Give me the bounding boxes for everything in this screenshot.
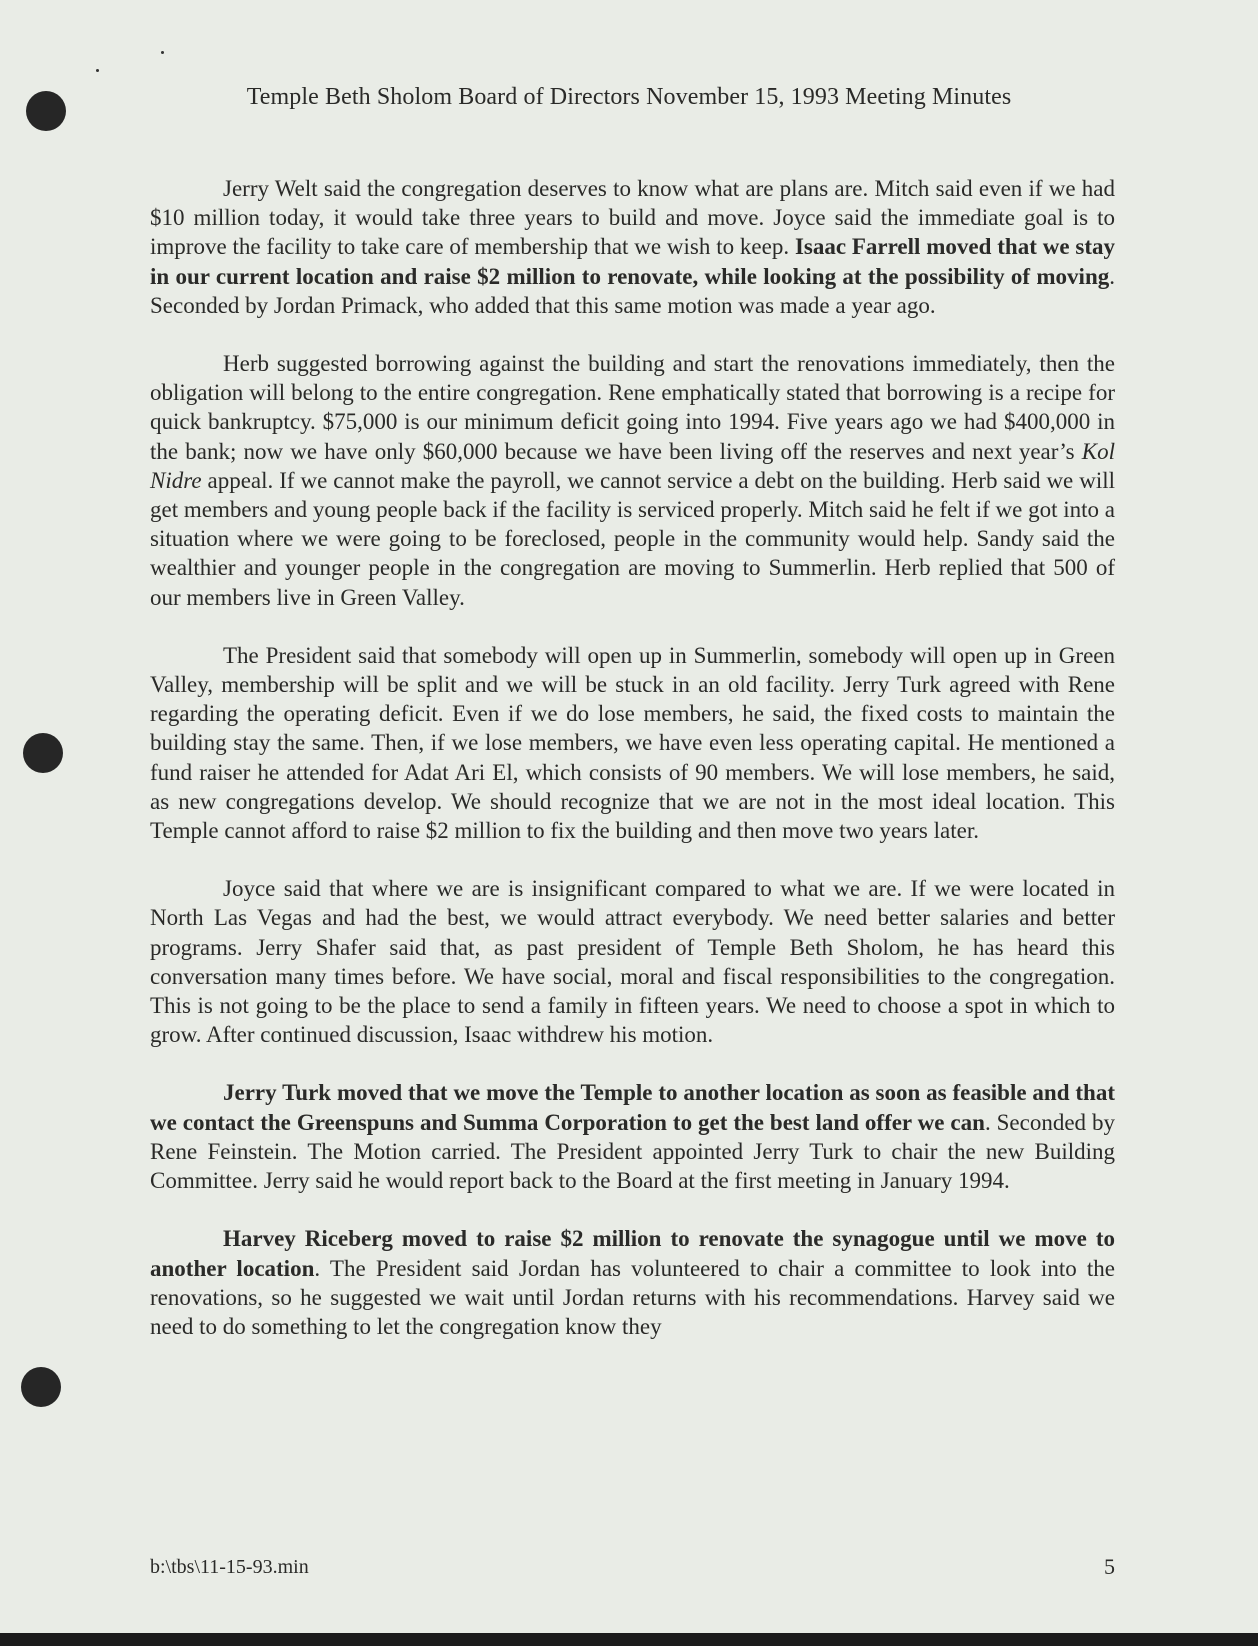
motion-text: Jerry Turk moved that we move the Temple to another location as soon as feasible and that we contact the Greenspuns and Summa Corporation to get the best land offer we can [150, 1080, 1115, 1135]
paragraph-borrowing [150, 349, 1115, 612]
paragraph-joyce: Joyce said that where we are is insignificant compared to what we are. If we were located in North Las Vegas and had the best, we would attract everybody. We need better salaries and better programs. Jerry Shafer said that, as past president of Temple Beth Sholom, he has heard this conversation many times before. We have social, moral and fiscal responsibilities to the congregation. This is not going to be the place to send a family in fifteen years. We need to choose a spot in which to grow. After continued discussion, Isaac withdrew his motion. [150, 876, 1115, 1048]
paragraph-text: . The President said Jordan has volunteered to chair a committee to look into the renovations, so he suggested we wait until Jordan returns with his recommendations. Harvey said we need to do something to let the congregation know they [150, 1255, 1115, 1339]
paragraph-text: Jerry Welt said the congregation deserves to know what are plans are. Mitch said even if we had $10 million today, it would take three years to build and move. Joyce said the immediate goal is to improve the facility to take care of membership that we wish to keep. [150, 176, 1115, 260]
paragraph-text: appeal. If we cannot make the payroll, we cannot service a debt on the building. Herb said we will get members and young people back if the facility is serviced properly. Mitch said he felt if we got into a situation where we were going to be foreclosed, people in the community would help. Sandy said the wealthier and younger people in the congregation are moving to Summerlin. Herb replied that 500 of our members live in Green Valley. [150, 467, 1115, 610]
punch-hole [23, 733, 63, 773]
scan-speck [161, 51, 164, 54]
paragraph-motion-renovate [150, 1224, 1115, 1341]
paragraph-motion-move [150, 1078, 1115, 1195]
paragraph-text: . Seconded by Jordan Primack, who added that this same motion was made a year ago. [150, 263, 1115, 318]
file-path: b:\tbs\11-15-93.min [150, 1556, 309, 1578]
paragraph-text: . Seconded by Rene Feinstein. The Motion carried. The President appointed Jerry Turk to chair the new Building Committee. Jerry said he would report back to the Board at the first meeting in January 1994. [150, 1109, 1115, 1194]
page-title: Temple Beth Sholom Board of Directors November 15, 1993 Meeting Minutes [246, 84, 1012, 110]
paragraph-president: The President said that somebody will open up in Summerlin, somebody will open up in Green Valley, membership will be split and we will be stuck in an old facility. Jerry Turk agreed with Rene regarding the operating deficit. Even if we do lose members, he said, the fixed costs to maintain the building stay the same. Then, if we lose members, we have even less operating capital. He mentioned a fund raiser he attended for Adat Ari El, which consists of 90 members. We will lose members, he said, as new congregations develop. We should recognize that we are not in the most ideal location. This Temple cannot afford to raise $2 million to fix the building and then move two years later. [150, 642, 1115, 844]
page-number: 5 [1104, 1554, 1115, 1579]
punch-hole [21, 1367, 61, 1407]
scan-border [0, 1633, 1258, 1646]
paragraph-motion-stay [150, 174, 1115, 320]
paragraph-text: Herb suggested borrowing against the building and start the renovations immediately, then the obligation will belong to the entire congregation. Rene emphatically stated that borrowing is a recipe for quick bankruptcy. $75,000 is our minimum deficit going into 1994. Five years ago we had $400,000 in the bank; now we have only $60,000 because we have been living off the reserves and next year’s [150, 351, 1115, 464]
appeal-name: Kol Nidre [150, 438, 1115, 493]
motion-text: Harvey Riceberg moved to raise $2 million to renovate the synagogue until we move to another location [150, 1226, 1115, 1281]
motion-text: Isaac Farrell moved that we stay in our current location and raise $2 million to renovate, while looking at the possibility of moving [150, 234, 1115, 289]
minutes-body [150, 174, 1115, 1370]
scan-speck [96, 69, 99, 72]
